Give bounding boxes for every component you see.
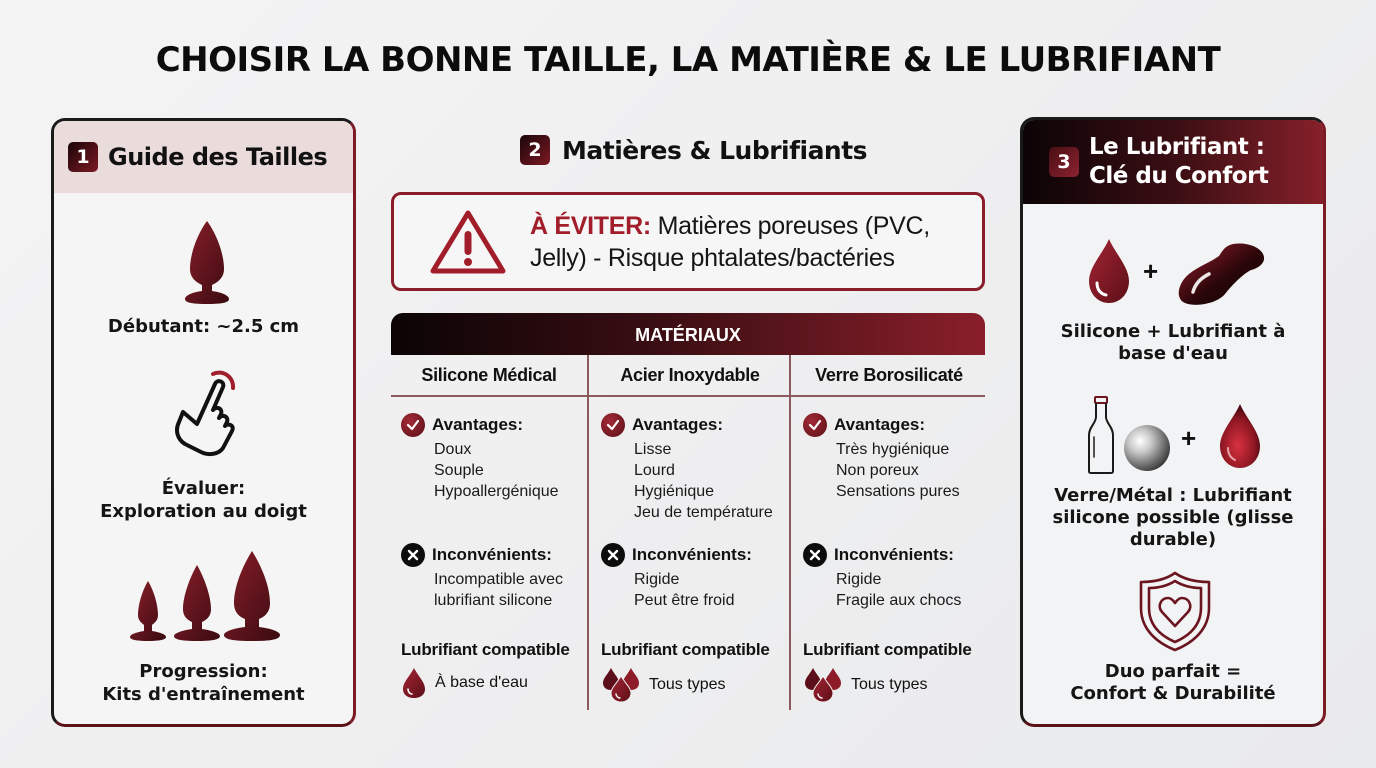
pro-item: Hygiénique: [634, 483, 715, 500]
metal-ball-icon: [1123, 424, 1171, 472]
con-item: Fragile aux chocs: [836, 592, 962, 609]
plug-icon: [180, 219, 234, 305]
cons-section: [601, 543, 752, 611]
materials-title: Matières & Lubrifiants: [562, 135, 868, 165]
silicone-water-text-line2: base d'eau: [1118, 343, 1228, 364]
con-item: Peut être froid: [634, 592, 735, 609]
compatible-lube-value: Tous types: [851, 676, 928, 693]
silicone-plug-icon: [1173, 240, 1269, 308]
perfect-duo-line2: Confort & Durabilité: [1070, 683, 1276, 704]
warning-text-line1: Matières poreuses (PVC,: [650, 211, 930, 240]
cons-section: [803, 543, 961, 611]
warning-label: À ÉVITER:: [530, 211, 651, 240]
pro-item: Lisse: [634, 441, 672, 458]
column-header: Acier Inoxydable: [620, 365, 760, 385]
compatible-lube-value: Tous types: [649, 676, 726, 693]
pro-item: Jeu de température: [634, 504, 773, 521]
cons-label: Inconvénients:: [632, 545, 752, 564]
glass-bottle-icon: [1086, 395, 1116, 475]
cons-section: [401, 543, 563, 611]
lubricant-title: [1089, 133, 1268, 191]
pros-section: [401, 413, 559, 502]
pro-item: Lourd: [634, 462, 675, 479]
check-icon: [803, 413, 827, 437]
cons-label: Inconvénients:: [834, 545, 954, 564]
finger-touch-icon: [169, 366, 245, 458]
compatible-lube-label: Lubrifiant compatible: [401, 640, 570, 659]
con-item: Rigide: [836, 571, 882, 588]
silicone-lube-drop-icon: [1216, 402, 1264, 470]
pro-item: Souple: [434, 462, 484, 479]
column-header: Silicone Médical: [421, 365, 557, 385]
page-title: CHOISIR LA BONNE TAILLE, LA MATIÈRE & LE LUBRIFIANT: [155, 40, 1221, 80]
material-column-steel: [591, 355, 789, 712]
check-icon: [401, 413, 425, 437]
x-icon: [601, 543, 625, 567]
compatible-lube-row: [401, 667, 528, 699]
x-icon: [401, 543, 425, 567]
single-drop-icon: [401, 667, 427, 699]
compatible-lube-value: À base d'eau: [435, 674, 528, 691]
plus-sign: +: [1143, 256, 1159, 286]
compatible-lube-label: Lubrifiant compatible: [601, 640, 770, 659]
materials-table-header: MATÉRIAUX: [391, 313, 985, 355]
con-item: Incompatible avec: [434, 571, 563, 588]
compatible-lube-row: [601, 667, 725, 703]
shield-heart-icon: [1137, 570, 1213, 652]
compatible-lube-label: Lubrifiant compatible: [803, 640, 972, 659]
size-guide-title: Guide des Tailles: [108, 143, 328, 171]
cons-label: Inconvénients:: [432, 545, 552, 564]
column-header: Verre Borosilicaté: [815, 365, 963, 385]
step-number-badge: 3: [1049, 147, 1079, 177]
lubricant-title-line1: Le Lubrifiant :: [1089, 134, 1265, 160]
pros-label: Avantages:: [632, 415, 724, 434]
glass-metal-text-line2: silicone possible (glisse: [1052, 507, 1294, 528]
divider: [587, 355, 589, 710]
divider: [789, 355, 791, 710]
materials-table: [391, 355, 985, 712]
pro-item: Très hygiénique: [836, 441, 950, 458]
glass-metal-text-line3: durable): [1129, 529, 1217, 550]
progression-title: Progression:: [139, 661, 268, 682]
water-drop-icon: [1085, 237, 1133, 305]
warning-box: [391, 192, 985, 291]
con-item: Rigide: [634, 571, 680, 588]
check-icon: [601, 413, 625, 437]
warning-text: [530, 210, 930, 274]
size-guide-header: [54, 121, 353, 193]
step-number-badge: 1: [68, 142, 98, 172]
plug-set-icon: [126, 549, 288, 649]
pro-item: Sensations pures: [836, 483, 960, 500]
lubricant-header: [1023, 120, 1323, 204]
x-icon: [803, 543, 827, 567]
materials-section-title: [520, 135, 867, 165]
warning-text-line2: Jelly) - Risque phtalates/bactéries: [530, 243, 895, 272]
pros-section: [803, 413, 960, 502]
perfect-duo-line1: Duo parfait =: [1104, 661, 1242, 682]
material-column-silicone: [391, 355, 587, 712]
evaluate-desc: Exploration au doigt: [100, 501, 307, 522]
step-number-badge: 2: [520, 135, 550, 165]
pros-label: Avantages:: [834, 415, 926, 434]
pro-item: Doux: [434, 441, 472, 458]
pro-item: Hypoallergénique: [434, 483, 559, 500]
size-guide-panel: [51, 118, 356, 727]
plus-sign: +: [1181, 423, 1197, 453]
compatible-lube-row: [803, 667, 927, 703]
multi-drop-icon: [601, 667, 641, 703]
lubricant-title-line2: Clé du Confort: [1089, 163, 1269, 189]
material-column-glass: [793, 355, 985, 712]
progression-desc: Kits d'entraînement: [102, 684, 305, 705]
lubricant-panel: [1020, 117, 1326, 727]
pros-section: [601, 413, 773, 523]
beginner-size-label: Débutant: ~2.5 cm: [107, 316, 300, 337]
glass-metal-text-line1: Verre/Métal : Lubrifiant: [1054, 485, 1292, 506]
multi-drop-icon: [803, 667, 843, 703]
warning-triangle-icon: [428, 207, 508, 277]
silicone-water-text-line1: Silicone + Lubrifiant à: [1060, 321, 1286, 342]
pros-label: Avantages:: [432, 415, 524, 434]
con-item: lubrifiant silicone: [434, 592, 553, 609]
pro-item: Non poreux: [836, 462, 919, 479]
evaluate-title: Évaluer:: [161, 478, 246, 499]
